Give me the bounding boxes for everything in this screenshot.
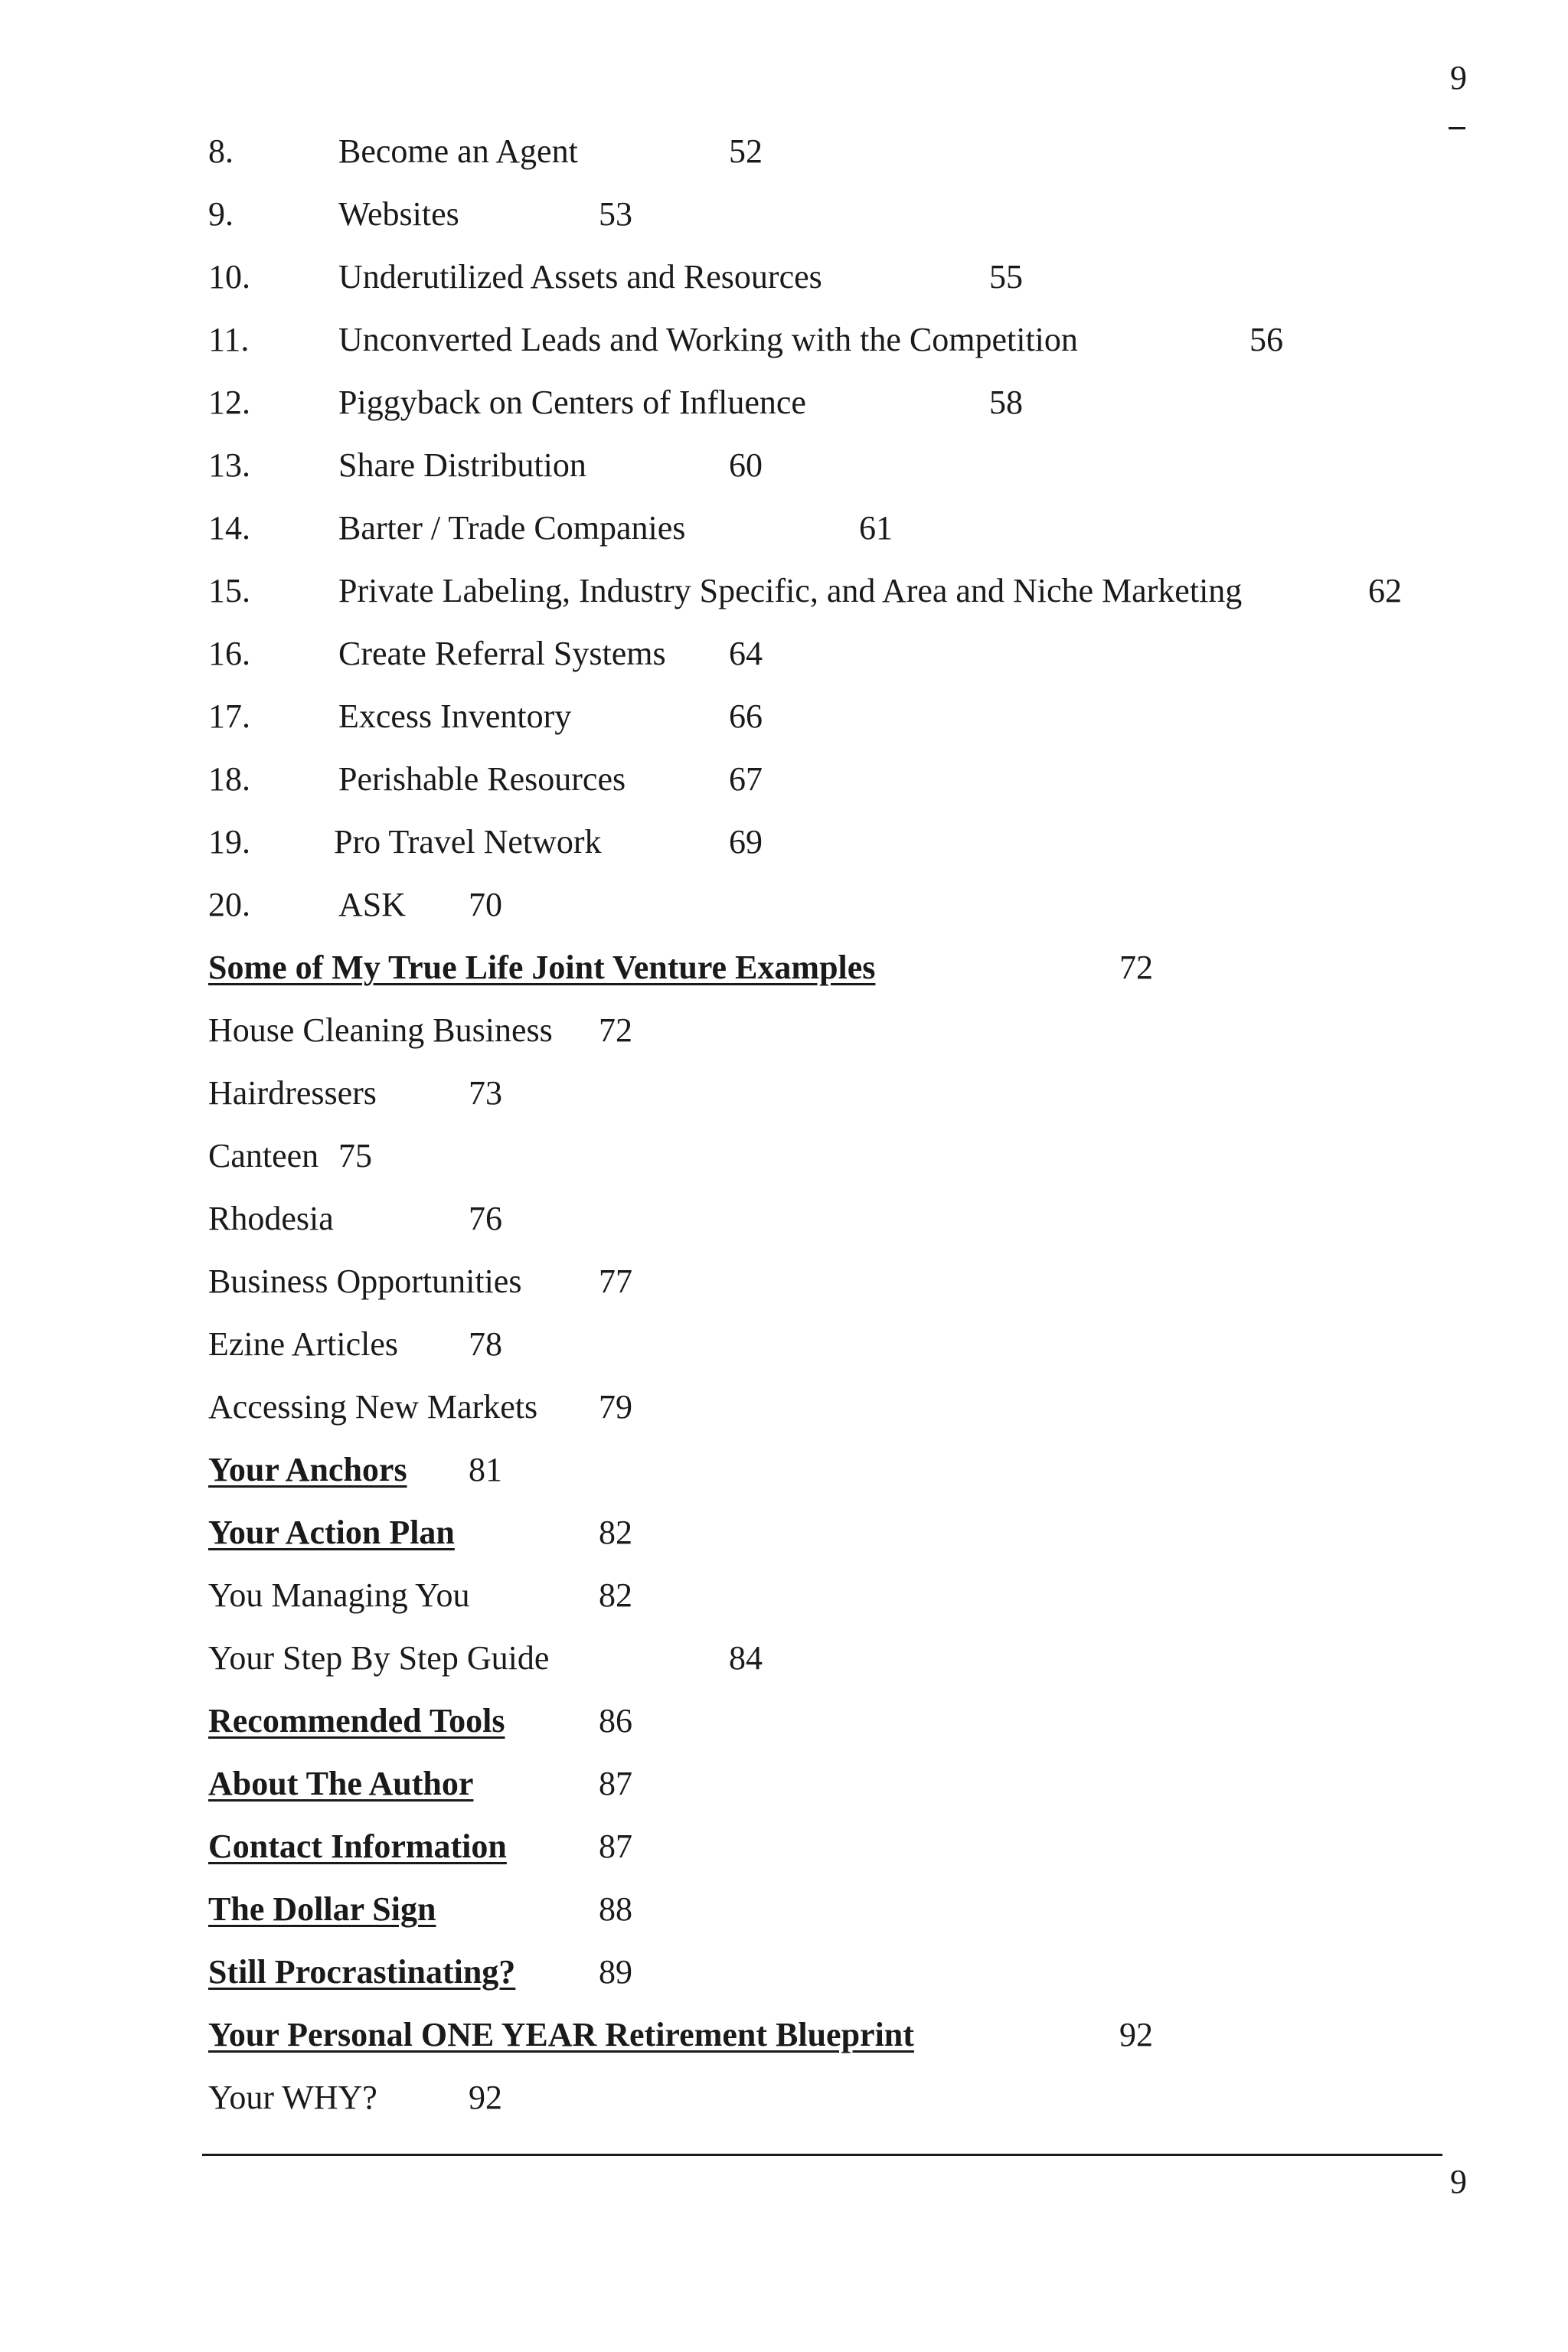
toc-section-page: 78 [469,1325,502,1363]
toc-section [208,2015,1464,2078]
toc-entry-number: 14. [208,509,250,547]
toc-section-page: 87 [599,1828,632,1865]
toc-entry-page: 58 [989,384,1023,421]
toc-section-page: 75 [338,1137,372,1174]
toc-entry-number: 15. [208,572,250,609]
toc-section-title: Still Procrastinating? [208,1953,516,1991]
toc-entry-title: Pro Travel Network [334,823,602,861]
toc-section-title: The Dollar Sign [208,1890,436,1928]
toc-entry-number: 13. [208,446,250,484]
toc-entry-title: Underutilized Assets and Resources [338,258,822,296]
toc-section [208,1576,1464,1638]
toc-section-title: Some of My True Life Joint Venture Examples [208,949,876,986]
toc-section [208,1136,1464,1199]
toc-section-page: 72 [1119,949,1153,986]
toc-section-title: Contact Information [208,1828,507,1865]
toc-section-title: Your Anchors [208,1451,407,1488]
header-page-number: 9 [1450,59,1467,96]
toc-entry-title: Piggyback on Centers of Influence [338,384,806,421]
toc-entry [208,822,1464,885]
toc-section [208,1890,1464,1952]
toc-section-title: About The Author [208,1765,474,1802]
footer-rule [202,2154,1442,2156]
toc-entry-page: 69 [729,823,763,861]
toc-entry [208,885,1464,948]
toc-section-page: 77 [599,1263,632,1300]
toc-section-title: Ezine Articles [208,1325,399,1363]
toc-section [208,1764,1464,1827]
toc-section-page: 76 [469,1200,502,1237]
toc-section [208,1325,1464,1387]
toc-section-page: 81 [469,1451,502,1488]
toc-section-page: 84 [729,1639,763,1677]
toc-section-title: Rhodesia [208,1200,334,1237]
toc-entry [208,132,1464,194]
toc-entry-title: Become an Agent [338,132,578,170]
toc-section-title: Accessing New Markets [208,1388,538,1426]
toc-section-title: Recommended Tools [208,1702,505,1740]
toc-section [208,1638,1464,1701]
toc-entry-page: 55 [989,258,1023,296]
toc-section [208,1199,1464,1262]
toc-section-page: 79 [599,1388,632,1426]
toc-entry-page: 52 [729,132,763,170]
toc-entry [208,446,1464,508]
toc-section-title: Hairdressers [208,1074,377,1112]
toc-section-page: 88 [599,1890,632,1928]
toc-entry [208,760,1464,822]
toc-section-title: House Cleaning Business [208,1011,553,1049]
toc-entry-number: 10. [208,258,250,296]
toc-entry-page: 70 [469,886,502,923]
toc-entry [208,508,1464,571]
toc-section [208,948,1464,1011]
toc-entry-page: 66 [729,697,763,735]
toc-entry [208,257,1464,320]
toc-section [208,1513,1464,1576]
toc-section [208,1952,1464,2015]
toc-entry-page: 67 [729,760,763,798]
toc-section-title: Your WHY? [208,2079,377,2116]
toc-section-page: 82 [599,1576,632,1614]
toc-entry-title: Perishable Resources [338,760,626,798]
toc-entry-number: 9. [208,195,234,233]
toc-section-page: 73 [469,1074,502,1112]
toc-entry [208,697,1464,760]
table-of-contents [208,132,1464,2141]
toc-entry-page: 56 [1250,321,1283,358]
toc-entry-number: 17. [208,697,250,735]
toc-section-page: 92 [1119,2016,1153,2053]
toc-section-title: You Managing You [208,1576,470,1614]
toc-entry-number: 11. [208,321,250,358]
toc-entry-page: 60 [729,446,763,484]
toc-entry-title: Create Referral Systems [338,635,666,672]
toc-section-title: Your Step By Step Guide [208,1639,550,1677]
toc-entry-page: 61 [859,509,893,547]
toc-section-title: Your Personal ONE YEAR Retirement Blueprint [208,2016,914,2053]
toc-entry-number: 8. [208,132,234,170]
toc-section-page: 89 [599,1953,632,1991]
toc-entry-page: 62 [1368,572,1402,609]
toc-entry-title: Unconverted Leads and Working with the Competition [338,321,1078,358]
toc-section [208,1073,1464,1136]
header-dash [1449,127,1465,129]
toc-entry-page: 53 [599,195,632,233]
toc-entry-title: Excess Inventory [338,697,572,735]
toc-entry-page: 64 [729,635,763,672]
toc-section-page: 92 [469,2079,502,2116]
toc-entry [208,634,1464,697]
toc-entry-number: 20. [208,886,250,923]
toc-entry [208,383,1464,446]
toc-entry-number: 19. [208,823,250,861]
toc-section [208,1450,1464,1513]
toc-entry-title: Websites [338,195,459,233]
toc-section [208,1262,1464,1325]
toc-entry [208,571,1464,634]
toc-entry-title: Barter / Trade Companies [338,509,686,547]
toc-section-title: Business Opportunities [208,1263,522,1300]
toc-entry-number: 16. [208,635,250,672]
toc-entry-title: Private Labeling, Industry Specific, and Area and Niche Marketing [338,572,1243,609]
footer-page-number: 9 [1450,2163,1467,2200]
toc-entry-title: ASK [338,886,407,923]
toc-section-page: 87 [599,1765,632,1802]
toc-section [208,1011,1464,1073]
toc-section-page: 82 [599,1514,632,1551]
toc-entry [208,194,1464,257]
toc-entry-title: Share Distribution [338,446,586,484]
toc-section-page: 86 [599,1702,632,1740]
toc-entry-number: 12. [208,384,250,421]
toc-section [208,2078,1464,2141]
toc-section-title: Canteen [208,1137,319,1174]
toc-section-title: Your Action Plan [208,1514,455,1551]
toc-section [208,1387,1464,1450]
toc-section-page: 72 [599,1011,632,1049]
toc-section [208,1827,1464,1890]
toc-entry-number: 18. [208,760,250,798]
toc-entry [208,320,1464,383]
toc-section [208,1701,1464,1764]
